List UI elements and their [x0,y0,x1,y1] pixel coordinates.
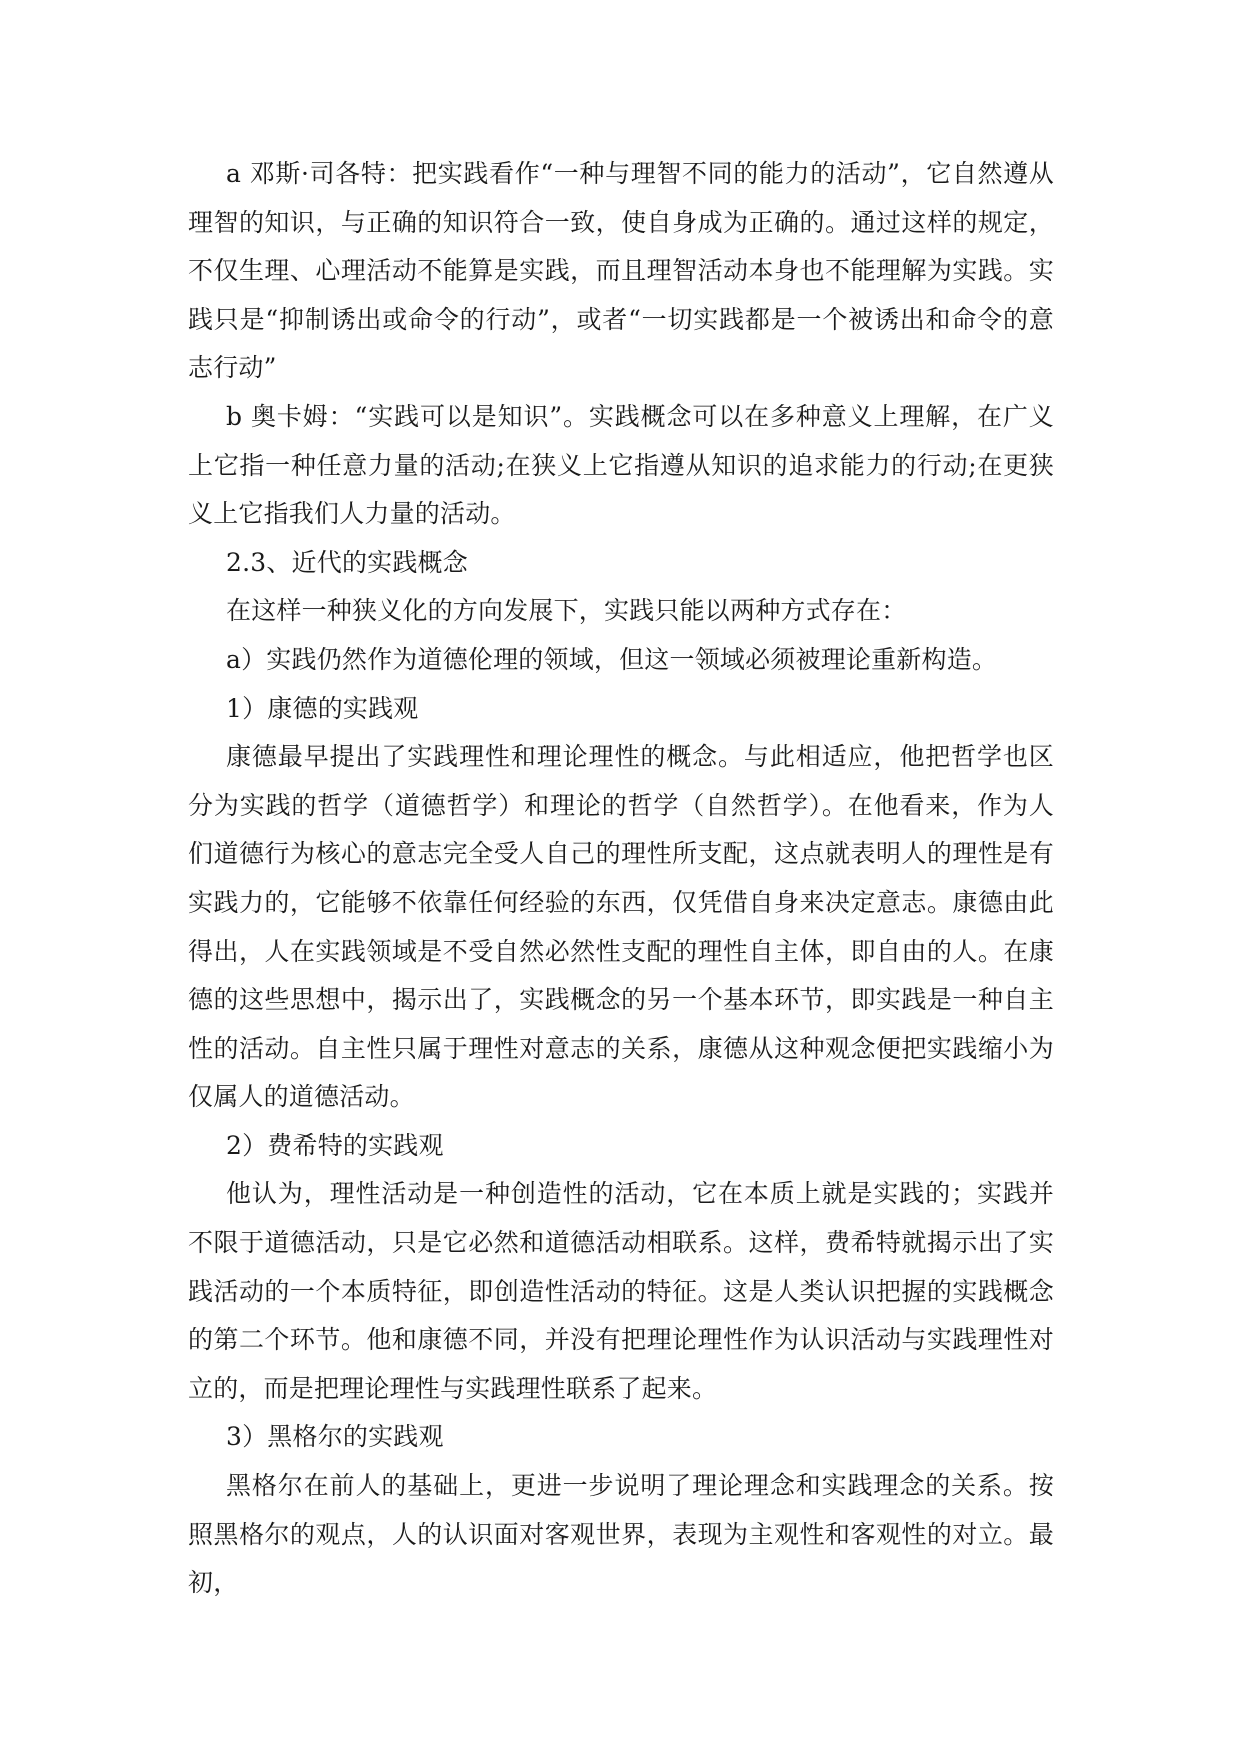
paragraph-ockham: b 奥卡姆：“实践可以是知识”。实践概念可以在多种意义上理解，在广义上它指一种任意力量的活动;在狭义上它指遵从知识的追求能力的行动;在更狭义上它指我们人力量的活动。 [188,401,1054,529]
subheading-kant: 1）康德的实践观 [226,693,419,723]
paragraph-two-ways: 在这样一种狭义化的方向发展下，实践只能以两种方式存在： [226,596,907,626]
section-heading-modern-practice: 2.3、近代的实践概念 [226,547,468,577]
paragraph-hegel: 黑格尔在前人的基础上，更进一步说明了理论理念和实践理念的关系。按照黑格尔的观点，人的认识面对客观世界，表现为主观性和客观性的对立。最初， [188,1471,1054,1598]
document-page [188,150,1054,1608]
paragraph-kant: 康德最早提出了实践理性和理论理性的概念。与此相适应，他把哲学也区分为实践的哲学（道德哲学）和理论的哲学（自然哲学）。在他看来，作为人们道德行为核心的意志完全受人自己的理性所支配，这点就表明人的理性是有实践力的，它能够不依靠任何经验的东西，仅凭借自身来决定意志。康德由此得出，人在实践领域是不受自然必然性支配的理性自主体，即自由的人。在康德的这些思想中，揭示出了，实践概念的另一个基本环节，即实践是一种自主性的活动。自主性只属于理性对意志的关系，康德从这种观念便把实践缩小为仅属人的道德活动。 [188,742,1054,1112]
paragraph-fichte: 他认为，理性活动是一种创造性的活动，它在本质上就是实践的；实践并不限于道德活动，只是它必然和道德活动相联系。这样，费希特就揭示出了实践活动的一个本质特征，即创造性活动的特征。这是人类认识把握的实践概念的第二个环节。他和康德不同，并没有把理论理性作为认识活动与实践理性对立的，而是把理论理性与实践理性联系了起来。 [188,1179,1054,1403]
subheading-fichte: 2）费希特的实践观 [226,1130,444,1160]
paragraph-duns-scotus: a 邓斯·司各特：把实践看作“一种与理智不同的能力的活动”，它自然遵从理智的知识，与正确的知识符合一致，使自身成为正确的。通过这样的规定，不仅生理、心理活动不能算是实践，而且理智活动本身也不能理解为实践。实践只是“抑制诱出或命令的行动”，或者“一切实践都是一个被诱出和命令的意志行动” [188,159,1054,383]
subheading-hegel: 3）黑格尔的实践观 [226,1422,444,1452]
paragraph-way-a: a）实践仍然作为道德伦理的领域，但这一领域必须被理论重新构造。 [226,644,998,674]
